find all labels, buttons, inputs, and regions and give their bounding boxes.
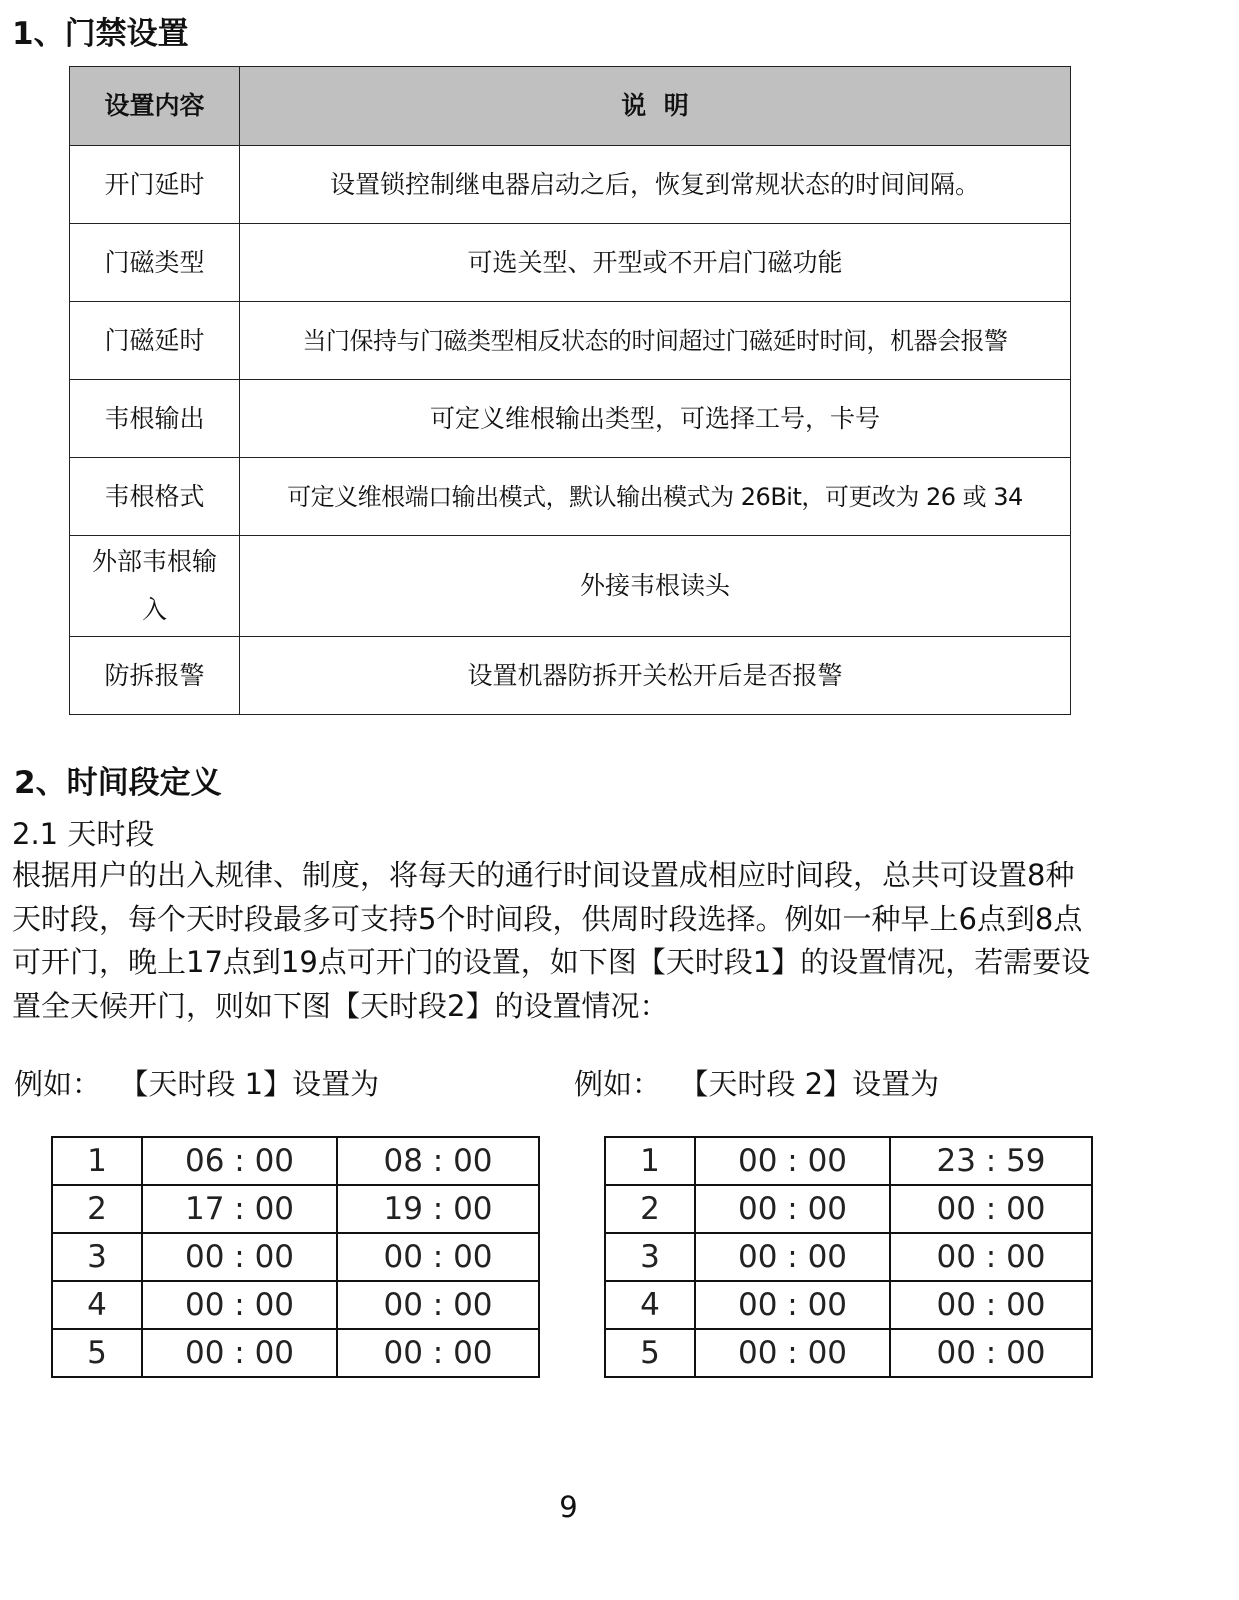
setting-desc: 外接韦根读头 bbox=[240, 536, 1071, 637]
end-time: 23 : 59 bbox=[890, 1137, 1092, 1185]
slot-number: 5 bbox=[605, 1329, 695, 1377]
end-time: 19 : 00 bbox=[337, 1185, 539, 1233]
end-time: 00 : 00 bbox=[890, 1233, 1092, 1281]
end-time: 00 : 00 bbox=[337, 1233, 539, 1281]
table-row bbox=[52, 1329, 539, 1377]
setting-name: 外部韦根输入 bbox=[70, 536, 240, 637]
day-period-2-table bbox=[604, 1136, 1093, 1378]
table-row bbox=[605, 1281, 1092, 1329]
end-time: 00 : 00 bbox=[890, 1281, 1092, 1329]
setting-name: 韦根格式 bbox=[70, 458, 240, 536]
header-description: 说 明 bbox=[240, 67, 1071, 146]
table-row bbox=[70, 380, 1071, 458]
paragraph-line: 天时段，每个天时段最多可支持5个时间段，供周时段选择。例如一种早上6点到8点 bbox=[12, 901, 1083, 936]
setting-name: 门磁类型 bbox=[70, 224, 240, 302]
setting-name: 韦根输出 bbox=[70, 380, 240, 458]
table-row bbox=[52, 1137, 539, 1185]
start-time: 00 : 00 bbox=[695, 1281, 890, 1329]
day-period-1-table bbox=[51, 1136, 540, 1378]
slot-number: 1 bbox=[52, 1137, 142, 1185]
paragraph-line: 置全天候开门，则如下图【天时段2】的设置情况： bbox=[12, 988, 669, 1023]
table-row bbox=[605, 1137, 1092, 1185]
setting-desc: 可定义维根端口输出模式，默认输出模式为 26Bit，可更改为 26 或 34 bbox=[240, 458, 1071, 536]
table-row bbox=[52, 1233, 539, 1281]
table-row bbox=[605, 1185, 1092, 1233]
header-setting-content: 设置内容 bbox=[70, 67, 240, 146]
paragraph-line: 可开门，晚上17点到19点可开门的设置，如下图【天时段1】的设置情况，若需要设 bbox=[12, 945, 1091, 979]
table-header-row bbox=[70, 67, 1071, 146]
end-time: 00 : 00 bbox=[890, 1329, 1092, 1377]
start-time: 00 : 00 bbox=[695, 1137, 890, 1185]
start-time: 00 : 00 bbox=[695, 1185, 890, 1233]
start-time: 00 : 00 bbox=[695, 1329, 890, 1377]
table-row bbox=[605, 1329, 1092, 1377]
example-2-caption: 例如： 【天时段 2】设置为 bbox=[574, 1067, 940, 1101]
slot-number: 1 bbox=[605, 1137, 695, 1185]
slot-number: 2 bbox=[605, 1185, 695, 1233]
subsection-heading: 2.1 天时段 bbox=[12, 817, 155, 851]
start-time: 00 : 00 bbox=[142, 1281, 337, 1329]
table-row bbox=[52, 1281, 539, 1329]
paragraph-line: 根据用户的出入规律、制度，将每天的通行时间设置成相应时间段，总共可设置8种 bbox=[12, 858, 1075, 892]
start-time: 00 : 00 bbox=[142, 1233, 337, 1281]
slot-number: 3 bbox=[605, 1233, 695, 1281]
slot-number: 2 bbox=[52, 1185, 142, 1233]
table-row bbox=[70, 536, 1071, 637]
table-row bbox=[70, 224, 1071, 302]
example-1-caption: 例如： 【天时段 1】设置为 bbox=[14, 1067, 380, 1101]
table-row bbox=[52, 1185, 539, 1233]
setting-desc: 设置机器防拆开关松开后是否报警 bbox=[240, 637, 1071, 715]
table-row bbox=[70, 637, 1071, 715]
section-2-heading: 2、时间段定义 bbox=[14, 765, 222, 801]
start-time: 00 : 00 bbox=[142, 1329, 337, 1377]
start-time: 00 : 00 bbox=[695, 1233, 890, 1281]
start-time: 06 : 00 bbox=[142, 1137, 337, 1185]
table-row bbox=[605, 1233, 1092, 1281]
setting-desc: 可定义维根输出类型，可选择工号，卡号 bbox=[240, 380, 1071, 458]
start-time: 17 : 00 bbox=[142, 1185, 337, 1233]
end-time: 00 : 00 bbox=[337, 1329, 539, 1377]
table-row bbox=[70, 458, 1071, 536]
table-row bbox=[70, 146, 1071, 224]
setting-name: 门磁延时 bbox=[70, 302, 240, 380]
setting-name: 开门延时 bbox=[70, 146, 240, 224]
slot-number: 4 bbox=[52, 1281, 142, 1329]
slot-number: 3 bbox=[52, 1233, 142, 1281]
table-row bbox=[70, 302, 1071, 380]
section-1-heading: 1、门禁设置 bbox=[12, 16, 189, 52]
description-paragraph bbox=[12, 854, 1212, 1028]
setting-desc: 设置锁控制继电器启动之后，恢复到常规状态的时间间隔。 bbox=[240, 146, 1071, 224]
end-time: 00 : 00 bbox=[337, 1281, 539, 1329]
end-time: 00 : 00 bbox=[890, 1185, 1092, 1233]
setting-desc: 可选关型、开型或不开启门磁功能 bbox=[240, 224, 1071, 302]
slot-number: 4 bbox=[605, 1281, 695, 1329]
setting-desc: 当门保持与门磁类型相反状态的时间超过门磁延时时间，机器会报警 bbox=[240, 302, 1071, 380]
end-time: 08 : 00 bbox=[337, 1137, 539, 1185]
page-number: 9 bbox=[559, 1490, 578, 1524]
access-settings-table bbox=[69, 66, 1071, 715]
setting-name: 防拆报警 bbox=[70, 637, 240, 715]
slot-number: 5 bbox=[52, 1329, 142, 1377]
